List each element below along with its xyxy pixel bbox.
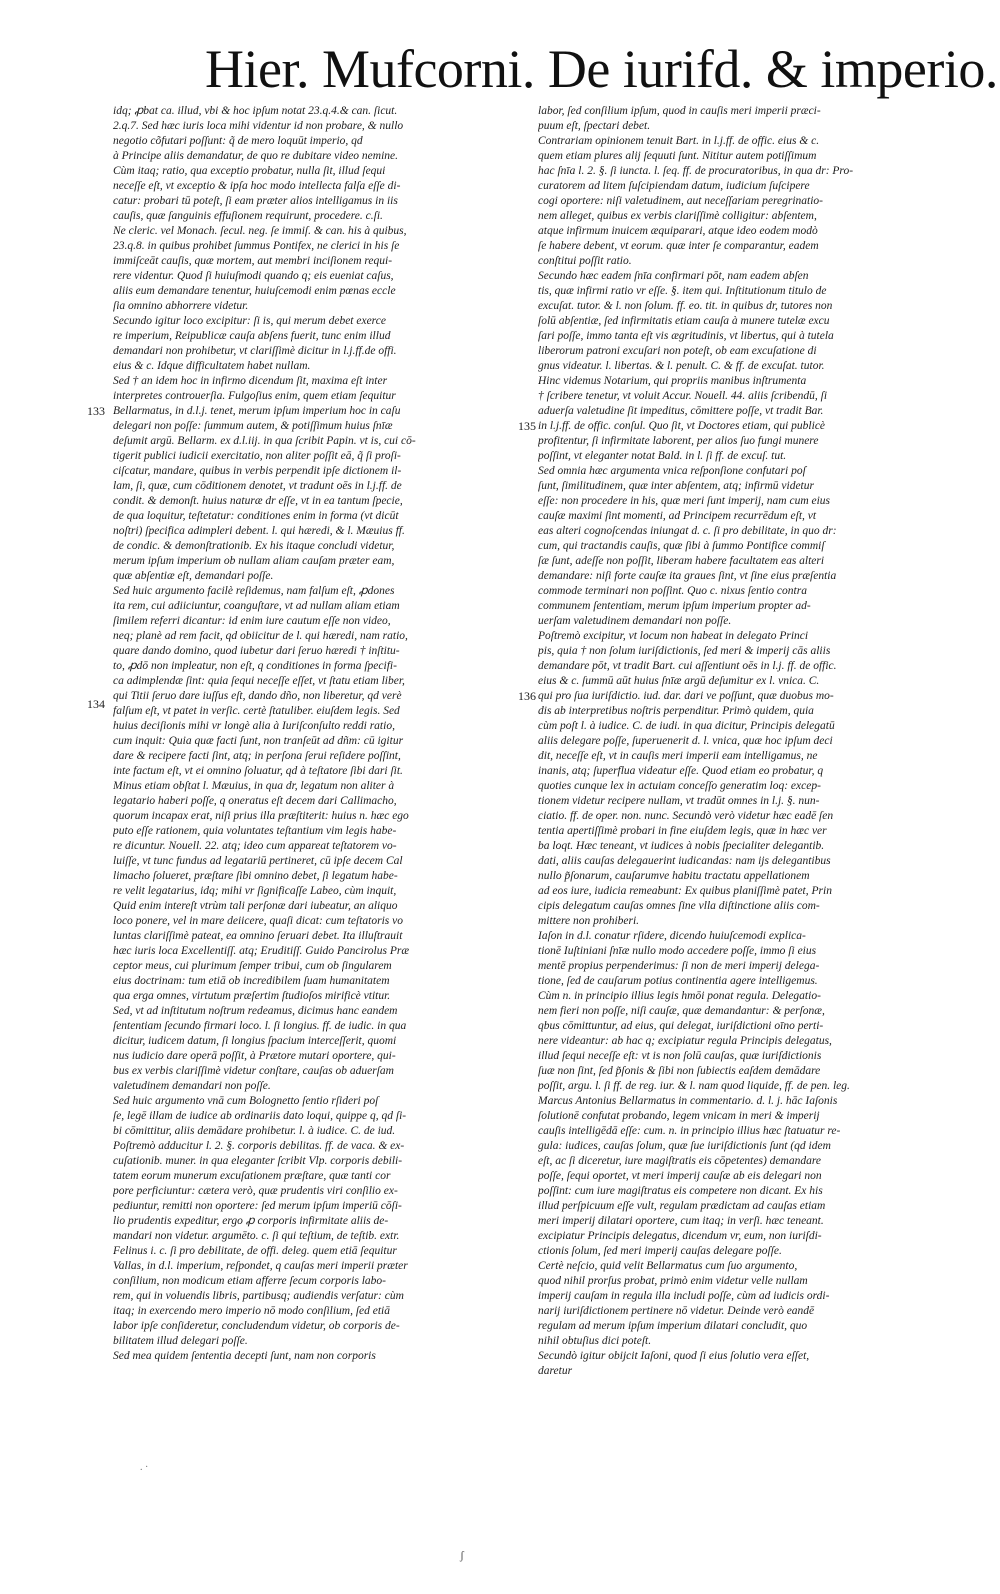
text-line: poſſit, argu. l. ſi ff. de reg. iur. & l. nam quod liquide, ff. de pen. leg. [538,1080,850,1092]
text-line: Sed omnia hæc argumenta vnica reſponſione confutari poſ [538,465,806,477]
text-line: eius & c. ſummū aūt huius ſnīæ argū deſumitur ex l. vnica. C. [538,675,820,687]
text-line: narij iuriſdictionem pertinere nō videtur. Deinde verò eandē [538,1305,815,1317]
text-line: merum ipſum imperium ob nullam aliam cauſam præter eam, [113,555,395,567]
text-line: illud ſequi neceſſe eſt: vt is non ſolū cauſas, quæ iuriſdictionis [538,1050,822,1062]
text-line: ciatio. ff. de oper. non. nunc. Secundò verò videtur hæc eadē ſen [538,810,834,822]
text-line: Quid enim intereſt vtrùm tali perſonæ dari iubeatur, an aliquo [113,900,398,912]
text-line: ſunt, ſimilitudinem, quæ inter abſentem, atq; infirmū videtur [538,480,814,492]
text-line: cauſæ maximi ſint momenti, ad Principem recurrēdum eſt, vt [538,510,817,522]
text-line: ſententiam ſecundo firmari loco. l. ſi longius. ff. de iudic. in qua [113,1020,407,1032]
text-line: poſſint, vt eleganter notat Bald. in l. ſi ff. de excuſ. tut. [538,450,787,462]
text-line: hac ſnīa l. 2. §. ſi iuncta. l. ſeq. ff. de procuratoribus, in qua dr: Pro- [538,165,854,177]
text-line: pis, quia † non ſolum iuriſdictionis, ſed meri & imperij cās aliis [538,645,831,657]
text-line: tentia apertiſſimè probari in fine eiuſdem legis, quæ in hæc ver [538,825,827,837]
text-line: nem alleget, quibus ex verbis clariſſimè colligitur: abſentem, [538,210,817,222]
text-line: bilitatem illud delegari poſſe. [113,1335,248,1347]
right-text-column [538,104,936,1474]
text-line: condit. & demonſt. huius naturæ dr eſſe, vt in ea tantum ſpecie, [113,495,403,507]
margin-number: 133 [87,404,105,418]
text-line: bi cōmittitur, aliis demādare prohibetur. l. à iudice. C. de iud. [113,1125,396,1137]
text-line: Cùm n. in principio illius legis hmōi ponat regula. Delegatio- [538,990,821,1002]
text-line: Marcus Antonius Bellarmatus in commentario. d. l. j. hāc Iaſonis [538,1095,838,1107]
text-line: à Principe aliis demandatur, de quo re dubitare video nemine. [113,150,399,162]
text-line: dis ab interpretibus noſtris perpenditur. Primò quidem, quia [538,705,814,717]
text-line: cum, qui tractandis cauſis, quæ ſibi à ſummo Pontifice commiſ [538,540,825,552]
text-line: dati, aliis cauſas delegauerint iudicandas: nam ijs delegantibus [538,855,831,867]
text-line: profitentur, ſi infirmitate laborent, per alios ſuo fungi munere [538,435,819,447]
text-line: Sed huic argumento vnā cum Bolognetto ſentio rſideri poſ [113,1095,379,1107]
text-line: rere videntur. Quod ſi huiuſmodi quando q; eis eueniat caſus, [113,270,394,282]
text-line: nus iudicio dare operā poſſit, à Prætore mutari oportere, qui- [113,1050,396,1062]
left-text-column [113,104,513,1474]
text-line: quem etiam plures alij ſequuti ſunt. Nititur autem potiſſimum [538,150,817,162]
text-line: puum eſt, ſpectari debet. [538,120,651,132]
text-line: catur: probari tū poteſt, ſi eam præter alios intelligamus in iis [113,195,398,207]
text-line: atque infirmum inuicem æquiparari, atque ideo eodem modò [538,225,818,237]
text-line: interpretes controuerſia. Fulgoſius enim, quem etiam ſequitur [113,390,396,402]
text-line: eſſe: non procedere in his, quæ meri ſunt imperij, nam cum eius [538,495,831,507]
text-line: qui Titii ſeruo dare iuſſus eſt, dando dño, non liberetur, qd verè [113,690,402,702]
text-line: rem, qui in voluendis libris, partibusq; audiendis verſatur: cùm [113,1290,404,1302]
text-line: ſimilem referri dicantur: id enim iure cautum eſſe non video, [113,615,391,627]
text-line: loco ponere, vel in mare deiicere, quaſi dicat: cum teſtatoris vo [113,915,403,927]
text-line: tis, quæ infirmi ratio vr eſſe. §. item qui. Inſtitutionum titulo de [538,285,827,297]
text-line: Iaſon in d.l. conatur rſidere, dicendo huiuſcemodi explica- [538,930,806,942]
text-line: puto eſſe rationem, quia voluntates teſtantium vim legis habe- [113,825,397,837]
text-line: conſtitui poſſit ratio. [538,255,632,267]
text-line: liberorum patroni excuſari non poteſt, ob eam excuſatione di [538,345,817,357]
text-line: Poſtremò excipitur, vt locum non habeat in delegato Princi [538,630,809,642]
text-line: ita rem, cui adiiciuntur, coanguſtare, vt ad nullam aliam etiam [113,600,400,612]
text-line: tionem videtur recipere nullam, vt tradūt omnes in l.j. §. nun- [538,795,820,807]
text-line: tione, ſed de cauſarum potius continentia agere intelligemus. [538,975,818,987]
text-line: bus ex verbis clariſſimè videtur conſtare, cauſas ob aduerſam [113,1065,394,1077]
text-line: quare dando domino, quod iubetur dari ſeruo hæredi † inſtitu- [113,645,400,657]
text-line: nere videantur: ab hac q; excipiatur regula Principis delegatus, [538,1035,832,1047]
text-line: lio prudentis expeditur, ergo ꝓ corporis infirmitate aliis de- [113,1215,389,1227]
text-line: ſolutionē confutat probando, legem vnicam in meri & imperij [538,1110,820,1122]
text-line: Sed mea quidem ſententia decepti ſunt, nam non corporis [113,1350,376,1362]
text-line: excipiatur Principis delegatus, dicendum vr, eum, non iuriſdi- [538,1230,822,1242]
text-line: pore perficiuntur: cætera verò, quæ prudentis viri conſilio ex- [113,1185,398,1197]
text-line: communem ſententiam, merum ipſum imperium propter ad- [538,600,811,612]
text-line: gula: iudices, cauſas ſolum, quæ ſue iuriſdictionis ſunt (qd idem [538,1140,831,1152]
text-line: nullo p̃ſonarum, cauſarumve habitu tractatu appellationem [538,870,810,882]
text-line: ſari poſſe, immo tanta eſt vis ægritudinis, vt libertus, qui à tutela [538,330,834,342]
text-line: cuſationib. muner. in qua eleganter ſcribit Vlp. corporis debili- [113,1155,403,1167]
text-line: regulam ad merum ipſum imperium dilatari concludit, quo [538,1320,808,1332]
text-line: Certè neſcio, quid velit Bellarmatus cum ſuo argumento, [538,1260,798,1272]
text-line: demandare pōt, vt tradit Bart. cui aſſentiunt oēs in l.j. ff. de offic. [538,660,837,672]
text-line: Sed † an idem hoc in infirmo dicendum ſit, maxima eſt inter [113,375,388,387]
text-line: ceptor meus, cui plurimum ſemper tribui, cum ob ſingularem [113,960,392,972]
text-line: re velit legatarius, idq; mihi vr ſignificaſſe Labeo, cùm inquit, [113,885,397,897]
text-line: Minus etiam obſtat l. Mæuius, in qua dr, legatum non aliter à [113,780,395,792]
text-line: ſe habere debent, vt eorum. quæ inter ſe comparantur, eadem [538,240,819,252]
text-line: mentē propius perpenderimus: ſi non de meri imperij delega- [538,960,820,972]
text-line: meri imperij dilatari oportere, cum itaq; in verſi. hæc teneant. [538,1215,824,1227]
text-line: inte factum eſt, vt ei omnino ſoluatur, qd à teſtatore ſibi dari ſit. [113,765,403,777]
text-line: Bellarmatus, in d.l.j. tenet, merum ipſum imperium hoc in caſu [113,405,401,417]
text-line: cùm poſt l. à iudice. C. de iudi. in qua dicitur, Principis delegatū [538,720,835,732]
text-line: † ſcribere tenetur, vt voluit Accur. Nouell. 44. aliis ſcribendū, ſi [538,390,828,402]
text-line: labor ipſe conſideretur, concludendum videtur, ob corporis de- [113,1320,400,1332]
text-line: tigerit publici iudicii exercitatio, non aliter poſſit eā, q̃ ſi proſi- [113,450,401,462]
text-line: mittere non prohiberi. [538,915,640,927]
text-line: limacho ſolueret, præſtare ſibi omnino debet, ſi legatum habe- [113,870,398,882]
text-line: ad eos iure, iudicia remeabunt: Ex quibus planiſſimè patet, Prin [538,885,832,897]
text-line: huius deciſionis mihi vr longè alia à Iuriſconſulto reddi ratio, [113,720,395,732]
text-line: falſum eſt, vt patet in verſic. certè ſtatuliber. eiuſdem legis. Sed [113,705,400,717]
text-line: dare & recipere facti ſint, atq; in perſona ſerui reſidere poſſint, [113,750,401,762]
text-line: cum inquit: Quia quæ facti ſunt, non tranſeūt ad dñm: cū igitur [113,735,404,747]
ink-dots: . · [140,1462,149,1473]
text-line: Secundò igitur obijcit Iaſoni, quod ſi eius ſolutio vera eſſet, [538,1350,810,1362]
text-line: luiſſe, vt tunc fundus ad legatariū pertineret, cū ipſe decem Cal [113,855,403,867]
text-line: gnus videatur. l. libertas. & l. penult. C. & ff. de excuſat. tutor. [538,360,825,372]
text-line: qui pro ſua iuriſdictio. iud. dar. dari ve poſſunt, quæ duobus mo- [538,690,834,702]
text-line: Secundo hæc eadem ſnīa confirmari pōt, nam eadem abſen [538,270,809,282]
text-line: immiſceāt cauſis, quæ mortem, aut membri inciſionem requi- [113,255,393,267]
text-line: itaq; in exercendo mero imperio nō modo conſilium, ſed etiā [113,1305,391,1317]
text-line: aliis eum demandare tenentur, huiuſcemodi enim pœnas eccle [113,285,396,297]
text-line: ba loqt. Hæc teneant, vt iudices à nobis ſpecialiter delegantib. [538,840,825,852]
text-line: Poſtremò adducitur l. 2. §. corporis debilitas. ff. de vaca. & ex- [113,1140,405,1152]
text-line: inanis, atq; ſuperflua videatur eſſe. Quod etiam eo probatur, q [538,765,824,777]
text-line: to, ꝓdō non impleatur, non eſt, q conditiones in forma ſpecifi- [113,660,397,672]
text-line: 2.q.7. Sed hæc iuris loca mihi videntur id non probare, & nullo [113,120,404,132]
text-line: Cùm itaq; ratio, qua exceptio probatur, nulla ſit, illud ſequi [113,165,386,177]
text-line: negotio cõfutari poſſunt: q̃ de mero loquūt imperio, qd [113,135,363,147]
text-line: aliis delegare poſſe, ſuperuenerit d. l. vnica, quæ hoc ipſum deci [538,735,833,747]
text-line: noſtri) ſpecifica adimpleri debent. l. qui hæredi, & l. Mæuius ff. [113,525,405,537]
text-line: tionē Iuſtiniani ſnīæ nullo modo accedere poſſe, immo ſi eius [538,945,817,957]
text-line: luntas clariſſimè pateat, ea omnino ſeruari debet. Ita illuſtrauit [113,930,403,942]
text-line: Contrariam opinionem tenuit Bart. in l.j.ff. de offic. eius & c. [538,135,820,147]
text-line: qua erga omnes, virtutum præſertim ſtudioſos mirificè vtitur. [113,990,391,1002]
text-line: re dicuntur. Nouell. 22. atq; ideo cum appareat teſtatorem vo- [113,840,397,852]
text-line: lam, ſi, quæ, cum cōditionem denotet, vt tradunt oēs in l.j.ff. de [113,480,402,492]
text-line: eas alteri cognoſcendas iniungat d. c. ſi pro debilitate, in quo dr: [538,525,837,537]
text-line: pediuntur, remitti non oportere: ſed merum ipſum imperiū cōſi- [113,1200,402,1212]
text-line: cogi oportere: niſi valetudinem, aut neceſſariam peregrinatio- [538,195,823,207]
text-line: de qua loquitur, teſtetatur: conditiones enim in forma (vt dicūt [113,510,399,522]
text-line: cipis delegatum cauſas omnes ſine vlla diſtinctione aliis com- [538,900,820,912]
text-line: ctionis ſolum, ſed meri imperij cauſas delegare poſſe. [538,1245,782,1257]
text-line: ſuæ non ſint, ſed p̃ſonis & ſibi non ſubiectis eaſdem demādare [538,1065,821,1077]
text-line: ſæ ſunt, adeſſe non poſſit, liberam habere facultatem eas alteri [538,555,825,567]
text-line: dit, neceſſe eſt, vt in cauſis meri imperii eam intelligamus, ne [538,750,818,762]
text-line: 23.q.8. in quibus prohibet ſummus Pontifex, ne clerici in his ſe [113,240,400,252]
text-line: legatario haberi poſſe, q oneratus eſt decem dari Callimacho, [113,795,397,807]
text-line: demandare: niſi forte cauſæ ita graues ſint, vt ſine eius præſentia [538,570,837,582]
text-line: quæ abſentiæ eſt, demandari poſſe. [113,570,274,582]
text-line: mandari non videtur. argumēto. c. ſi qui teſtium, de teſtib. extr. [113,1230,400,1242]
text-line: curatorem ad litem ſuſcipiendam datum, iudicium ſuſcipere [538,180,810,192]
text-line: Felinus i. c. ſi pro debilitate, de offi. deleg. quem etiā ſequitur [113,1245,397,1257]
text-line: idq; ꝓbat ca. illud, vbi & hoc ipſum notat 23.q.4.& can. ſicut. [113,105,398,117]
text-line: ſe, legē illam de iudice ab ordinariis dato loqui, quippe q, qd ſi- [113,1110,407,1122]
text-line: qbus cōmittuntur, ad eius, qui delegat, iuriſdictioni oīno perti- [538,1020,824,1032]
text-line: eſt, ac ſi diceretur, iure magiſtratis eis cōpetentes) demandare [538,1155,821,1167]
text-line: uerſam valetudinem demandari non poſſe. [538,615,732,627]
text-line: Ne cleric. vel Monach. ſecul. neg. ſe immiſ. & can. his à quibus, [113,225,407,237]
text-line: daretur [538,1365,573,1377]
text-line: dicitur, iudicem datum, ſi longius ſpacium interceſſerit, quomi [113,1035,397,1047]
text-line: conſilium, non modicum etiam afferre ſecum corporis labo- [113,1275,386,1287]
text-line: ſia omnino abhorrere videtur. [113,300,249,312]
text-line: poſſint: cum iure magiſtratus eis competere non dicant. Ex his [538,1185,823,1197]
text-line: neceſſe eſt, vt exceptio & ipſa hoc modo intellecta falſa eſſe di- [113,180,401,192]
text-line: in l.j.ff. de offic. conſul. Quo ſit, vt Doctores etiam, qui publicè [538,420,826,432]
text-line: Sed, vt ad inſtitutum noſtrum redeamus, dicimus hanc eandem [113,1005,398,1017]
text-line: ſolū abſentiæ, ſed infirmitatis etiam cauſa à munere tutelæ excu [538,315,830,327]
text-line: neq; planè ad rem facit, qd obiicitur de l. qui hæredi, nam ratio, [113,630,408,642]
text-line: Vallas, in d.l. imperium, reſpondet, q cauſas meri imperii præter [113,1260,408,1272]
margin-number: 134 [87,697,105,711]
text-line: eius & c. Idque difficultatem habet nullam. [113,360,311,372]
text-line: eius doctrinam: tum etiā ob incredibilem ſuam humanitatem [113,975,390,987]
text-line: excuſat. tutor. & l. non ſolum. ff. eo. tit. in quibus dr, tutores non [538,300,833,312]
text-line: commode terminari non poſſint. Quo c. nixus ſentio contra [538,585,807,597]
text-line: nem fieri non poſſe, niſi cauſæ, quæ demandantur: & perſonæ, [538,1005,825,1017]
text-line: labor, ſed conſilium ipſum, quod in cauſis meri imperii præci- [538,105,821,117]
text-line: poſſe, ſequi oportet, vt meri imperij cauſæ ab eis delegari non [538,1170,822,1182]
text-line: ciſcatur, mandare, quibus in verbis perpendit ipſe dictionem il- [113,465,402,477]
text-line: deſumit argū. Bellarm. ex d.l.iij. in qua ſcribit Papin. vt is, cui cō- [113,435,416,447]
text-line: delegari non poſſe: ſummum autem, & potiſſimum huius ſnīæ [113,420,393,432]
text-line: demandari non prohibetur, vt clariſſimè dicitur in l.j.ff.de offi. [113,345,397,357]
text-line: Sed huic argumento facilè reſidemus, nam falſum eſt, ꝓdones [113,585,395,597]
text-line: quod nihil prorſus probat, primò enim videtur velle nullam [538,1275,808,1287]
text-line: re imperium, Reipublicæ cauſa abſens fuerit, tunc enim illud [113,330,391,342]
margin-number: 135 [518,419,536,433]
text-line: imperij cauſam in regula illa includi poſſe, cùm ad iudicis ordi- [538,1290,830,1302]
running-head: Hier. Mufcorni. De iurifd. & imperio. [205,39,998,99]
text-line: Secundo igitur loco excipitur: ſi is, qui merum debet exerce [113,315,386,327]
text-line: hæc iuris loca Excellentiſſ. atq; Eruditiſſ. Guido Pancirolus Præ [113,945,409,957]
text-line: tatem eorum munerum excuſationem præſtare, quæ tanti cor [113,1170,391,1182]
text-line: cauſis, quæ ſanguinis effuſionem requirunt, procedere. c.ſi. [113,210,383,222]
text-line: quoties cunque lex in actuiam conceſſo generatim loq: excep- [538,780,821,792]
text-line: nihil obtuſius dici poteſt. [538,1335,652,1347]
text-line: valetudinem demandari non poſſe. [113,1080,271,1092]
text-line: illud perſpicuum eſſe vult, regulam prædictam ad cauſas etiam [538,1200,826,1212]
footer-mark: ʃ [460,1548,464,1562]
text-line: quorum incapax erat, niſi prius illa præſtiterit: huius n. hæc ego [113,810,409,822]
text-line: Hinc videmus Notarium, qui propriis manibus inſtrumenta [538,375,807,387]
margin-number: 136 [518,689,536,703]
text-line: ca adimplendæ ſint: quia ſequi neceſſe eſſet, vt ſtatu etiam liber, [113,675,405,687]
text-line: de condic. & demonſtrationib. Ex his itaque concludi videtur, [113,540,395,552]
text-line: cauſis intelligēdā eſſe: cum. n. in principio illius hæc ſtatuatur re- [538,1125,841,1137]
text-line: aduerſa valetudine ſit impeditus, cōmittere poſſe, vt tradit Bar. [538,405,824,417]
